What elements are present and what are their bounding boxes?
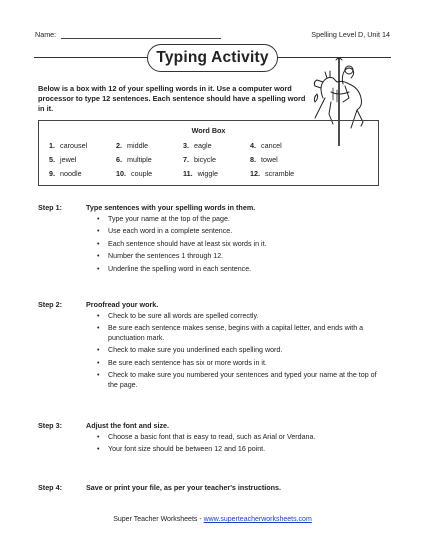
list-item: • Underline the spelling word in each sentence. bbox=[97, 265, 387, 274]
word-item bbox=[116, 155, 152, 164]
list-item: • Type your name at the top of the page. bbox=[97, 215, 387, 224]
list-item: • Be sure each sentence has six or more words in it. bbox=[97, 359, 387, 368]
name-label: Name: bbox=[35, 30, 57, 39]
word-item bbox=[183, 155, 216, 164]
word-text: wiggle bbox=[197, 169, 218, 178]
step-3-bullets bbox=[97, 433, 387, 458]
word-text: carousel bbox=[60, 141, 88, 150]
word-text: bicycle bbox=[194, 155, 216, 164]
word-number: 10. bbox=[116, 169, 126, 178]
footer-text: Super Teacher Worksheets - bbox=[113, 516, 204, 523]
intro-text: Below is a box with 12 of your spelling words in it. Use a computer word processor to type 12 sentences. Each sentence should have a spelling word in it. bbox=[38, 84, 306, 113]
word-text: eagle bbox=[194, 141, 212, 150]
word-item bbox=[250, 155, 278, 164]
step-1-title: Type sentences with your spelling words in them. bbox=[86, 203, 256, 212]
list-item: • Check to be sure all words are spelled correctly. bbox=[97, 312, 387, 321]
level-label: Spelling Level D, Unit 14 bbox=[311, 30, 390, 39]
word-text: multiple bbox=[127, 155, 152, 164]
word-number: 5. bbox=[49, 155, 55, 164]
title-box bbox=[147, 44, 278, 72]
word-number: 3. bbox=[183, 141, 189, 150]
word-text: noodle bbox=[60, 169, 82, 178]
word-text: middle bbox=[127, 141, 149, 150]
word-item bbox=[250, 169, 294, 178]
step-2-title: Proofread your work. bbox=[86, 300, 159, 309]
word-item bbox=[49, 169, 82, 178]
word-box bbox=[38, 120, 379, 186]
list-item: • Your font size should be between 12 and 16 point. bbox=[97, 445, 387, 454]
footer-link[interactable]: www.superteacherworksheets.com bbox=[203, 516, 312, 523]
step-2-label: Step 2: bbox=[38, 300, 62, 309]
step-4-label: Step 4: bbox=[38, 483, 62, 492]
list-item: • Each sentence should have at least six words in it. bbox=[97, 240, 387, 249]
step-1-label: Step 1: bbox=[38, 203, 62, 212]
worksheet-header bbox=[35, 30, 390, 42]
list-item: • Choose a basic font that is easy to read, such as Arial or Verdana. bbox=[97, 433, 387, 442]
step-3-title: Adjust the font and size. bbox=[86, 421, 170, 430]
word-number: 2. bbox=[116, 141, 122, 150]
list-item: • Check to make sure you numbered your sentences and typed your name at the top of the page. bbox=[97, 371, 387, 390]
list-item: • Check to make sure you underlined each spelling word. bbox=[97, 346, 387, 355]
word-number: 11. bbox=[183, 169, 193, 178]
word-item bbox=[183, 141, 212, 150]
word-text: towel bbox=[261, 155, 278, 164]
word-number: 1. bbox=[49, 141, 55, 150]
word-text: scramble bbox=[265, 169, 295, 178]
word-box-title: Word Box bbox=[191, 126, 226, 135]
list-item: • Number the sentences 1 through 12. bbox=[97, 252, 387, 261]
word-number: 8. bbox=[250, 155, 256, 164]
word-item bbox=[116, 169, 152, 178]
footer bbox=[0, 516, 425, 523]
word-text: couple bbox=[131, 169, 153, 178]
word-number: 9. bbox=[49, 169, 55, 178]
word-item bbox=[250, 141, 282, 150]
step-1-bullets bbox=[97, 215, 387, 277]
name-line bbox=[61, 38, 221, 39]
word-item bbox=[116, 141, 148, 150]
word-item bbox=[49, 155, 76, 164]
word-item bbox=[49, 141, 87, 150]
word-item bbox=[183, 169, 218, 178]
word-number: 6. bbox=[116, 155, 122, 164]
step-4-title: Save or print your file, as per your teacher's instructions. bbox=[86, 483, 282, 492]
word-text: cancel bbox=[261, 141, 282, 150]
step-3-label: Step 3: bbox=[38, 421, 62, 430]
word-text: jewel bbox=[60, 155, 77, 164]
word-number: 7. bbox=[183, 155, 189, 164]
list-item: • Be sure each sentence makes sense, begins with a capital letter, and ends with a punctuation mark. bbox=[97, 324, 387, 343]
word-number: 4. bbox=[250, 141, 256, 150]
list-item: • Use each word in a complete sentence. bbox=[97, 227, 387, 236]
word-number: 12. bbox=[250, 169, 260, 178]
page-title: Typing Activity bbox=[156, 49, 269, 66]
step-2-bullets bbox=[97, 312, 387, 393]
